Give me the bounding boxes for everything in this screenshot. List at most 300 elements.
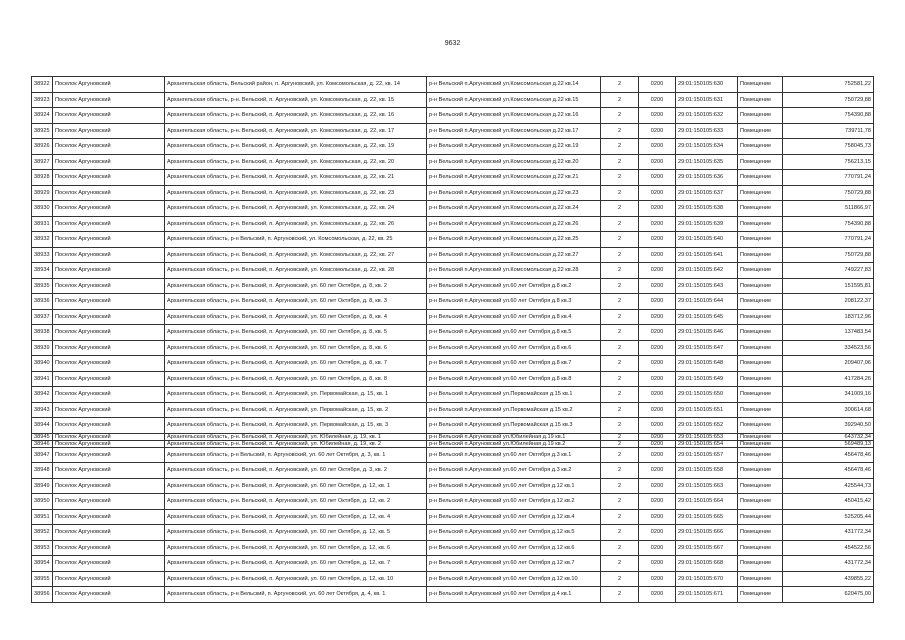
cell-code: 0200 [639, 325, 676, 341]
cell-short-address: р-н Вельский п.Аргуновский ул.Первомайская д.15 кв.1 [427, 387, 601, 403]
cell-object-type: Помещение [738, 325, 783, 341]
cell-cadastral-number: 29:01:150105:649 [676, 371, 738, 387]
cell-object-type: Помещение [738, 216, 783, 232]
cell-full-address: Архангельская область, р-н. Вельский, п. Аргуновский, ул. 60 лет Октября, д. 8, кв. 8 [165, 371, 427, 387]
cell-short-address: р-н Вельский п.Аргуновский ул.60 лет Октября д.8 кв.3 [427, 294, 601, 310]
cell-code: 0200 [639, 185, 676, 201]
cell-cadastral-number: 29:01:150105:635 [676, 154, 738, 170]
table-row [32, 509, 874, 525]
cell-settlement: Поселок Аргуновский [53, 154, 165, 170]
cell-cadastral-number: 29:01:150105:642 [676, 263, 738, 279]
cell-id: 38923 [32, 92, 53, 108]
cell-object-type: Помещение [738, 185, 783, 201]
cell-cadastral-value: 752581,22 [783, 77, 874, 93]
cell-object-type: Помещение [738, 540, 783, 556]
cell-count: 2 [601, 356, 639, 372]
cell-cadastral-number: 29:01:150105:639 [676, 216, 738, 232]
cell-id: 38944 [32, 418, 53, 434]
cell-settlement: Поселок Аргуновский [53, 92, 165, 108]
cell-code: 0200 [639, 154, 676, 170]
cell-count: 2 [601, 463, 639, 479]
cell-object-type: Помещение [738, 440, 783, 447]
cell-code: 0200 [639, 201, 676, 217]
cell-short-address: р-н Вельский п.Аргуновский ул.60 лет Октября д.8 кв.8 [427, 371, 601, 387]
table-row [32, 494, 874, 510]
cell-object-type: Помещение [738, 447, 783, 463]
cell-id: 38927 [32, 154, 53, 170]
table-row [32, 463, 874, 479]
cell-cadastral-value: 750729,88 [783, 92, 874, 108]
cell-full-address: Архангельская область, р-н. Вельский, п. Аргуновский, ул. 60 лет Октября, д. 12, кв. 5 [165, 525, 427, 541]
cell-count: 2 [601, 278, 639, 294]
cell-id: 38934 [32, 263, 53, 279]
cell-full-address: Архангельская область, р-н. Вельский, п. Аргуновский, ул. Комсомольская, д. 22, кв. 27 [165, 247, 427, 263]
cell-count: 2 [601, 232, 639, 248]
cell-count: 2 [601, 571, 639, 587]
cell-cadastral-number: 29:01:150105:658 [676, 463, 738, 479]
table-row [32, 247, 874, 263]
table-row [32, 371, 874, 387]
cell-settlement: Поселок Аргуновский [53, 447, 165, 463]
cell-count: 2 [601, 340, 639, 356]
cell-object-type: Помещение [738, 587, 783, 603]
cell-short-address: р-н Вельский п.Аргуновский ул.Первомайская д.15 кв.2 [427, 402, 601, 418]
cell-settlement: Поселок Аргуновский [53, 77, 165, 93]
cell-cadastral-number: 29:01:150105:632 [676, 108, 738, 124]
cell-id: 38942 [32, 387, 53, 403]
cell-full-address: Архангельская область, р-н Вельский, п. Аргуновский, ул. 60 лет Октября, д. 3, кв. 1 [165, 447, 427, 463]
cell-cadastral-number: 29:01:150105:636 [676, 170, 738, 186]
cell-settlement: Поселок Аргуновский [53, 185, 165, 201]
cell-id: 38931 [32, 216, 53, 232]
cell-object-type: Помещение [738, 247, 783, 263]
cell-code: 0200 [639, 263, 676, 279]
cell-full-address: Архангельская область, р-н. Вельский, п. Аргуновский, ул. Первомайская, д. 15, кв. 2 [165, 402, 427, 418]
cell-code: 0200 [639, 556, 676, 572]
cell-full-address: Архангельская область, р-н. Вельский, п. Аргуновский, ул. Комсомольская, д. 22, кв. 20 [165, 154, 427, 170]
cell-full-address: Архангельская область, р-н. Вельский, п. Аргуновский, ул. 60 лет Октября, д. 12, кв. 2 [165, 494, 427, 510]
cell-cadastral-value: 756213,15 [783, 154, 874, 170]
cell-count: 2 [601, 139, 639, 155]
cell-short-address: р-н Вельский п.Аргуновский ул.60 лет Октября д.12 кв.10 [427, 571, 601, 587]
cell-object-type: Помещение [738, 278, 783, 294]
cell-object-type: Помещение [738, 232, 783, 248]
table-row [32, 216, 874, 232]
cell-count: 2 [601, 433, 639, 440]
cell-count: 2 [601, 587, 639, 603]
table-row [32, 185, 874, 201]
cell-settlement: Поселок Аргуновский [53, 294, 165, 310]
cell-count: 2 [601, 325, 639, 341]
cell-full-address: Архангельская область, р-н. Вельский, п. Аргуновский, ул. 60 лет Октября, д. 8, кв. 5 [165, 325, 427, 341]
cell-short-address: р-н Вельский п.Аргуновский ул.60 лет Октября д.8 кв.7 [427, 356, 601, 372]
cell-short-address: р-н Вельский п.Аргуновский ул.Комсомольская д.22 кв.25 [427, 232, 601, 248]
table-row [32, 154, 874, 170]
cell-count: 2 [601, 154, 639, 170]
cell-short-address: р-н Вельский п.Аргуновский ул.60 лет Октября д.12 кв.7 [427, 556, 601, 572]
cell-code: 0200 [639, 571, 676, 587]
table-row [32, 108, 874, 124]
cell-code: 0200 [639, 247, 676, 263]
cell-cadastral-number: 29:01:150105:650 [676, 387, 738, 403]
cell-full-address: Архангельская область, р-н Вельский, п. Аргуновский, ул. 60 лет Октября, д. 4, кв. 1 [165, 587, 427, 603]
cell-cadastral-number: 29:01:150105:657 [676, 447, 738, 463]
cell-short-address: р-н Вельский п.Аргуновский ул.60 лет Октября д.12 кв.2 [427, 494, 601, 510]
cell-cadastral-number: 29:01:150105:652 [676, 418, 738, 434]
cell-settlement: Поселок Аргуновский [53, 356, 165, 372]
table-row [32, 92, 874, 108]
cell-settlement: Поселок Аргуновский [53, 123, 165, 139]
cell-code: 0200 [639, 402, 676, 418]
cell-code: 0200 [639, 92, 676, 108]
cell-settlement: Поселок Аргуновский [53, 263, 165, 279]
table-row [32, 447, 874, 463]
cell-cadastral-number: 29:01:150105:633 [676, 123, 738, 139]
cell-count: 2 [601, 387, 639, 403]
table-row [32, 309, 874, 325]
cell-cadastral-value: 334523,56 [783, 340, 874, 356]
cell-object-type: Помещение [738, 294, 783, 310]
cell-count: 2 [601, 108, 639, 124]
cell-short-address: р-н Вельский п.Аргуновский ул.Юбилейная д.19 кв.2 [427, 440, 601, 447]
cell-cadastral-value: 431772,34 [783, 556, 874, 572]
cell-cadastral-value: 770791,24 [783, 170, 874, 186]
cell-short-address: р-н Вельский п.Аргуновский ул.60 лет Октября д.12 кв.5 [427, 525, 601, 541]
cell-id: 38941 [32, 371, 53, 387]
cell-cadastral-value: 425544,73 [783, 478, 874, 494]
cell-cadastral-value: 749227,83 [783, 263, 874, 279]
table-row [32, 325, 874, 341]
table-row [32, 571, 874, 587]
cell-id: 38949 [32, 478, 53, 494]
cell-code: 0200 [639, 418, 676, 434]
cell-short-address: р-н Вельский п.Аргуновский ул.Комсомольская д.22 кв.23 [427, 185, 601, 201]
cell-short-address: р-н Вельский п.Аргуновский ул.60 лет Октября д.12 кв.1 [427, 478, 601, 494]
cell-count: 2 [601, 447, 639, 463]
cell-id: 38951 [32, 509, 53, 525]
cell-object-type: Помещение [738, 123, 783, 139]
cell-cadastral-number: 29:01:150105:630 [676, 77, 738, 93]
cell-object-type: Помещение [738, 571, 783, 587]
table-row [32, 278, 874, 294]
cell-count: 2 [601, 525, 639, 541]
cell-full-address: Архангельская область, р-н. Вельский, п. Аргуновский, ул. Юбилейная, д. 19, кв. 2 [165, 440, 427, 447]
cell-cadastral-number: 29:01:150105:637 [676, 185, 738, 201]
cell-settlement: Поселок Аргуновский [53, 340, 165, 356]
cell-count: 2 [601, 263, 639, 279]
cell-object-type: Помещение [738, 154, 783, 170]
cell-full-address: Архангельская область, р-н. Вельский, п. Аргуновский, ул. Комсомольская, д. 22, кв. 17 [165, 123, 427, 139]
cell-id: 38940 [32, 356, 53, 372]
cell-cadastral-number: 29:01:150105:666 [676, 525, 738, 541]
cell-short-address: р-н Вельский п.Аргуновский ул.60 лет Октября д.4 кв.1 [427, 587, 601, 603]
cell-id: 38924 [32, 108, 53, 124]
cell-cadastral-value: 620475,00 [783, 587, 874, 603]
cell-cadastral-value: 569489,13 [783, 440, 874, 447]
cell-count: 2 [601, 509, 639, 525]
cell-count: 2 [601, 440, 639, 447]
cell-settlement: Поселок Аргуновский [53, 418, 165, 434]
cell-settlement: Поселок Аргуновский [53, 309, 165, 325]
cell-settlement: Поселок Аргуновский [53, 571, 165, 587]
cell-count: 2 [601, 540, 639, 556]
cell-cadastral-number: 29:01:150105:641 [676, 247, 738, 263]
cell-cadastral-value: 758045,73 [783, 139, 874, 155]
cell-id: 38938 [32, 325, 53, 341]
cell-object-type: Помещение [738, 170, 783, 186]
cell-settlement: Поселок Аргуновский [53, 325, 165, 341]
table-row [32, 478, 874, 494]
cell-object-type: Помещение [738, 356, 783, 372]
cell-object-type: Помещение [738, 402, 783, 418]
cell-cadastral-value: 208122,37 [783, 294, 874, 310]
cell-code: 0200 [639, 340, 676, 356]
cell-code: 0200 [639, 309, 676, 325]
cell-cadastral-number: 29:01:150105:654 [676, 440, 738, 447]
cell-count: 2 [601, 294, 639, 310]
cell-short-address: р-н Вельский п.Аргуновский ул.Комсомольская д.22 кв.15 [427, 92, 601, 108]
cell-code: 0200 [639, 433, 676, 440]
cell-full-address: Архангельская область, р-н. Вельский, п. Аргуновский, ул. 60 лет Октября, д. 12, кв. 6 [165, 540, 427, 556]
cell-cadastral-value: 754390,88 [783, 108, 874, 124]
cell-short-address: р-н Вельский п.Аргуновский ул.Комсомольская д.22 кв.14 [427, 77, 601, 93]
cell-settlement: Поселок Аргуновский [53, 371, 165, 387]
cell-cadastral-number: 29:01:150105:644 [676, 294, 738, 310]
cell-full-address: Архангельская область, р-н Вельский, п. Аргуновский, ул. Комсомольская, д. 22, кв. 25 [165, 232, 427, 248]
property-register-table [31, 76, 874, 603]
cell-settlement: Поселок Аргуновский [53, 139, 165, 155]
cell-settlement: Поселок Аргуновский [53, 402, 165, 418]
table-row [32, 170, 874, 186]
cell-full-address: Архангельская область, р-н. Вельский, п. Аргуновский, ул. 60 лет Октября, д. 8, кв. 2 [165, 278, 427, 294]
table-row [32, 201, 874, 217]
cell-settlement: Поселок Аргуновский [53, 556, 165, 572]
cell-cadastral-number: 29:01:150105:653 [676, 433, 738, 440]
cell-settlement: Поселок Аргуновский [53, 232, 165, 248]
cell-short-address: р-н Вельский п.Аргуновский ул.Комсомольская д.22 кв.19 [427, 139, 601, 155]
cell-cadastral-number: 29:01:150105:645 [676, 309, 738, 325]
table-row [32, 540, 874, 556]
cell-full-address: Архангельская область, р-н. Вельский, п. Аргуновский, ул. Комсомольская, д. 22, кв. 23 [165, 185, 427, 201]
cell-full-address: Архангельская область, р-н. Вельский, п. Аргуновский, ул. 60 лет Октября, д. 12, кв. 4 [165, 509, 427, 525]
cell-code: 0200 [639, 216, 676, 232]
cell-short-address: р-н Вельский п.Аргуновский ул.60 лет Октября д.8 кв.2 [427, 278, 601, 294]
cell-count: 2 [601, 216, 639, 232]
cell-id: 38954 [32, 556, 53, 572]
cell-id: 38936 [32, 294, 53, 310]
cell-code: 0200 [639, 77, 676, 93]
cell-id: 38955 [32, 571, 53, 587]
cell-settlement: Поселок Аргуновский [53, 433, 165, 440]
cell-short-address: р-н Вельский п.Аргуновский ул.60 лет Октября д.12 кв.6 [427, 540, 601, 556]
cell-full-address: Архангельская область, р-н. Вельский, п. Аргуновский, ул. 60 лет Октября, д. 12, кв. 7 [165, 556, 427, 572]
cell-id: 38928 [32, 170, 53, 186]
cell-cadastral-number: 29:01:150105:634 [676, 139, 738, 155]
cell-count: 2 [601, 478, 639, 494]
table-row [32, 433, 874, 440]
cell-id: 38935 [32, 278, 53, 294]
cell-short-address: р-н Вельский п.Аргуновский ул.Первомайская д.15 кв.3 [427, 418, 601, 434]
cell-object-type: Помещение [738, 478, 783, 494]
cell-cadastral-value: 300614,68 [783, 402, 874, 418]
table-row [32, 418, 874, 434]
cell-count: 2 [601, 371, 639, 387]
cell-cadastral-number: 29:01:150105:643 [676, 278, 738, 294]
cell-count: 2 [601, 494, 639, 510]
cell-full-address: Архангельская область, р-н. Вельский, п. Аргуновский, ул. 60 лет Октября, д. 12, кв. 10 [165, 571, 427, 587]
cell-settlement: Поселок Аргуновский [53, 494, 165, 510]
cell-count: 2 [601, 201, 639, 217]
cell-short-address: р-н Вельский п.Аргуновский ул.60 лет Октября д.8 кв.6 [427, 340, 601, 356]
table-row [32, 232, 874, 248]
cell-object-type: Помещение [738, 525, 783, 541]
cell-cadastral-number: 29:01:150105:640 [676, 232, 738, 248]
cell-id: 38953 [32, 540, 53, 556]
cell-full-address: Архангельская область, р-н. Вельский, п. Аргуновский, ул. Комсомольская, д. 22, кв. 15 [165, 92, 427, 108]
cell-id: 38932 [32, 232, 53, 248]
cell-cadastral-value: 183712,96 [783, 309, 874, 325]
cell-short-address: р-н Вельский п.Аргуновский ул.60 лет Октября д.8 кв.4 [427, 309, 601, 325]
cell-id: 38922 [32, 77, 53, 93]
cell-id: 38948 [32, 463, 53, 479]
cell-code: 0200 [639, 494, 676, 510]
cell-object-type: Помещение [738, 201, 783, 217]
cell-id: 38929 [32, 185, 53, 201]
cell-code: 0200 [639, 478, 676, 494]
cell-short-address: р-н Вельский п.Аргуновский ул.Комсомольская д.22 кв.20 [427, 154, 601, 170]
cell-settlement: Поселок Аргуновский [53, 216, 165, 232]
cell-object-type: Помещение [738, 494, 783, 510]
cell-object-type: Помещение [738, 556, 783, 572]
cell-id: 38939 [32, 340, 53, 356]
cell-count: 2 [601, 185, 639, 201]
cell-code: 0200 [639, 587, 676, 603]
cell-cadastral-value: 770791,24 [783, 232, 874, 248]
page-number: 9632 [444, 40, 461, 47]
cell-settlement: Поселок Аргуновский [53, 201, 165, 217]
cell-count: 2 [601, 247, 639, 263]
cell-code: 0200 [639, 170, 676, 186]
cell-cadastral-value: 450415,42 [783, 494, 874, 510]
cell-full-address: Архангельская область, р-н. Вельский, п. Аргуновский, ул. Юбилейная, д. 19, кв. 1 [165, 433, 427, 440]
cell-full-address: Архангельская область, р-н. Вельский, п. Аргуновский, ул. 60 лет Октября, д. 8, кв. 4 [165, 309, 427, 325]
cell-full-address: Архангельская область, р-н. Вельский, п. Аргуновский, ул. Комсомольская, д. 22, кв. 21 [165, 170, 427, 186]
cell-cadastral-value: 209407,06 [783, 356, 874, 372]
cell-cadastral-number: 29:01:150105:668 [676, 556, 738, 572]
cell-short-address: р-н Вельский п.Аргуновский ул.Комсомольская д.22 кв.28 [427, 263, 601, 279]
cell-object-type: Помещение [738, 433, 783, 440]
cell-count: 2 [601, 77, 639, 93]
cell-id: 38943 [32, 402, 53, 418]
cell-object-type: Помещение [738, 263, 783, 279]
cell-count: 2 [601, 170, 639, 186]
cell-code: 0200 [639, 232, 676, 248]
cell-cadastral-value: 151595,81 [783, 278, 874, 294]
cell-code: 0200 [639, 463, 676, 479]
cell-settlement: Поселок Аргуновский [53, 587, 165, 603]
cell-full-address: Архангельская область, р-н. Вельский, п. Аргуновский, ул. 60 лет Октября, д. 8, кв. 3 [165, 294, 427, 310]
cell-full-address: Архангельская область, р-н. Вельский, п. Аргуновский, ул. 60 лет Октября, д. 8, кв. 6 [165, 340, 427, 356]
cell-short-address: р-н Вельский п.Аргуновский ул.60 лет Октября д.3 кв.1 [427, 447, 601, 463]
cell-code: 0200 [639, 387, 676, 403]
cell-count: 2 [601, 556, 639, 572]
cell-short-address: р-н Вельский п.Аргуновский ул.Комсомольская д.22 кв.27 [427, 247, 601, 263]
cell-settlement: Поселок Аргуновский [53, 387, 165, 403]
cell-short-address: р-н Вельский п.Аргуновский ул.Юбилейная д.19 кв.1 [427, 433, 601, 440]
cell-object-type: Помещение [738, 371, 783, 387]
cell-full-address: Архангельская область, р-н. Вельский, п. Аргуновский, ул. Комсомольская, д. 22, кв. 26 [165, 216, 427, 232]
cell-full-address: Архангельская область, р-н. Вельский, п. Аргуновский, ул. 60 лет Октября, д. 8, кв. 7 [165, 356, 427, 372]
cell-code: 0200 [639, 440, 676, 447]
cell-object-type: Помещение [738, 139, 783, 155]
cell-id: 38947 [32, 447, 53, 463]
cell-cadastral-value: 511866,97 [783, 201, 874, 217]
cell-count: 2 [601, 402, 639, 418]
cell-settlement: Поселок Аргуновский [53, 247, 165, 263]
cell-settlement: Поселок Аргуновский [53, 525, 165, 541]
table-body [32, 77, 874, 603]
cell-cadastral-value: 750729,88 [783, 247, 874, 263]
cell-id: 38925 [32, 123, 53, 139]
cell-id: 38937 [32, 309, 53, 325]
cell-object-type: Помещение [738, 77, 783, 93]
cell-object-type: Помещение [738, 92, 783, 108]
cell-cadastral-value: 525205,44 [783, 509, 874, 525]
table-row [32, 356, 874, 372]
cell-short-address: р-н Вельский п.Аргуновский ул.60 лет Октября д.3 кв.2 [427, 463, 601, 479]
cell-cadastral-value: 454522,56 [783, 540, 874, 556]
cell-code: 0200 [639, 108, 676, 124]
cell-count: 2 [601, 418, 639, 434]
cell-cadastral-number: 29:01:150105:664 [676, 494, 738, 510]
cell-id: 38952 [32, 525, 53, 541]
table-row [32, 440, 874, 447]
cell-id: 38950 [32, 494, 53, 510]
cell-settlement: Поселок Аргуновский [53, 170, 165, 186]
cell-code: 0200 [639, 509, 676, 525]
cell-object-type: Помещение [738, 463, 783, 479]
cell-cadastral-value: 643732,34 [783, 433, 874, 440]
cell-code: 0200 [639, 356, 676, 372]
table-row [32, 525, 874, 541]
cell-cadastral-number: 29:01:150105:646 [676, 325, 738, 341]
cell-cadastral-value: 750729,88 [783, 185, 874, 201]
cell-code: 0200 [639, 447, 676, 463]
cell-settlement: Поселок Аргуновский [53, 108, 165, 124]
cell-count: 2 [601, 309, 639, 325]
cell-full-address: Архангельская область, р-н. Вельский, п. Аргуновский, ул. Первомайская, д. 15, кв. 3 [165, 418, 427, 434]
cell-code: 0200 [639, 278, 676, 294]
cell-cadastral-value: 739711,78 [783, 123, 874, 139]
cell-short-address: р-н Вельский п.Аргуновский ул.Комсомольская д.22 кв.26 [427, 216, 601, 232]
cell-settlement: Поселок Аргуновский [53, 540, 165, 556]
cell-cadastral-number: 29:01:150105:665 [676, 509, 738, 525]
cell-full-address: Архангельская область, р-н. Вельский, п. Аргуновский, ул. Первомайская, д. 15, кв. 1 [165, 387, 427, 403]
table-row [32, 77, 874, 93]
cell-full-address: Архангельская область, р-н. Вельский, п. Аргуновский, ул. 60 лет Октября, д. 12, кв. 1 [165, 478, 427, 494]
cell-id: 38933 [32, 247, 53, 263]
cell-id: 38926 [32, 139, 53, 155]
table-row [32, 263, 874, 279]
table-row [32, 340, 874, 356]
cell-code: 0200 [639, 123, 676, 139]
cell-cadastral-value: 392940,50 [783, 418, 874, 434]
cell-short-address: р-н Вельский п.Аргуновский ул.60 лет Октября д.12 кв.4 [427, 509, 601, 525]
cell-object-type: Помещение [738, 340, 783, 356]
cell-cadastral-value: 431772,34 [783, 525, 874, 541]
cell-short-address: р-н Вельский п.Аргуновский ул.Комсомольская д.22 кв.21 [427, 170, 601, 186]
cell-settlement: Поселок Аргуновский [53, 478, 165, 494]
